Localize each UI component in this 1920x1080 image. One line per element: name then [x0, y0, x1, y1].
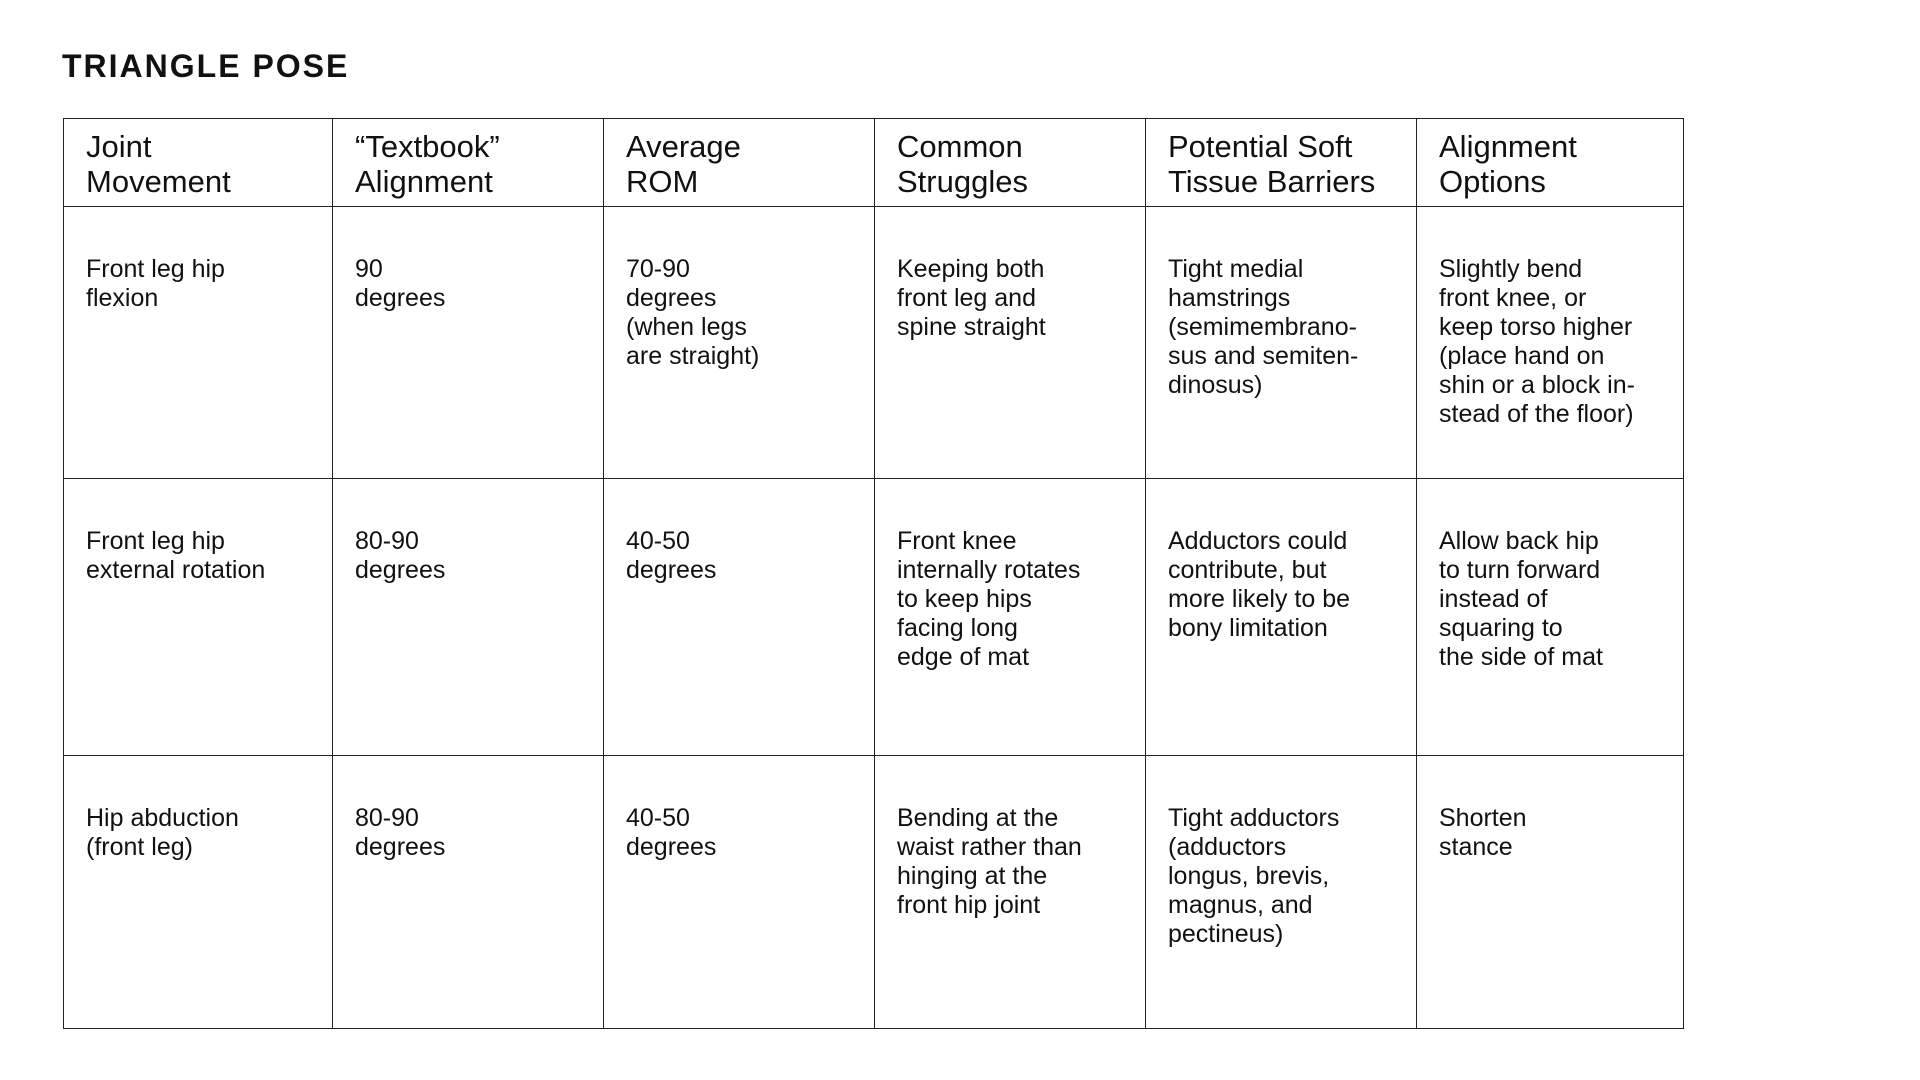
cell-text: Keeping both front leg and spine straight	[897, 255, 1046, 341]
table-cell	[333, 756, 604, 1029]
table-cell	[64, 479, 333, 756]
cell-text: 80-90 degrees	[355, 804, 446, 861]
cell-text: Hip abduction (front leg)	[86, 804, 239, 861]
table-cell	[64, 207, 333, 479]
header-common-struggles	[875, 119, 1146, 207]
header-soft-tissue-barriers	[1146, 119, 1417, 207]
table-cell	[1146, 756, 1417, 1029]
header-label: Common Struggles	[897, 129, 1028, 199]
cell-text: 40-50 degrees	[626, 804, 717, 861]
page-title: TRIANGLE POSE	[62, 48, 350, 84]
table-cell	[1417, 207, 1684, 479]
header-average-rom	[604, 119, 875, 207]
table-cell	[1146, 479, 1417, 756]
table-cell	[875, 756, 1146, 1029]
table-cell	[1417, 479, 1684, 756]
table-cell	[1146, 207, 1417, 479]
triangle-pose-table	[63, 118, 1684, 1029]
cell-text: Front knee internally rotates to keep hips facing long edge of mat	[897, 527, 1081, 671]
header-label: “Textbook” Alignment	[355, 129, 500, 199]
table-row	[64, 207, 1684, 479]
cell-text: Tight medial hamstrings (semimembrano- sus and semiten- dinosus)	[1168, 255, 1359, 399]
cell-text: 70-90 degrees (when legs are straight)	[626, 255, 760, 370]
cell-text: Adductors could contribute, but more likely to be bony limitation	[1168, 527, 1351, 642]
cell-text: Slightly bend front knee, or keep torso higher (place hand on shin or a block in- stead of the floor)	[1439, 255, 1635, 428]
table-row	[64, 756, 1684, 1029]
header-label: Average ROM	[626, 129, 741, 199]
cell-text: Shorten stance	[1439, 804, 1527, 861]
table-cell	[875, 479, 1146, 756]
header-alignment-options	[1417, 119, 1684, 207]
table-cell	[604, 479, 875, 756]
header-joint-movement	[64, 119, 333, 207]
cell-text: Allow back hip to turn forward instead of squaring to the side of mat	[1439, 527, 1603, 671]
table-header-row	[64, 119, 1684, 207]
table-cell	[875, 207, 1146, 479]
cell-text: 80-90 degrees	[355, 527, 446, 584]
cell-text: 40-50 degrees	[626, 527, 717, 584]
table-cell	[333, 479, 604, 756]
header-label: Potential Soft Tissue Barriers	[1168, 129, 1376, 199]
table-cell	[333, 207, 604, 479]
cell-text: Front leg hip flexion	[86, 255, 225, 312]
cell-text: 90 degrees	[355, 255, 446, 312]
header-label: Alignment Options	[1439, 129, 1577, 199]
cell-text: Bending at the waist rather than hinging at the front hip joint	[897, 804, 1082, 919]
header-textbook-alignment	[333, 119, 604, 207]
cell-text: Tight adductors (adductors longus, brevis, magnus, and pectineus)	[1168, 804, 1340, 948]
table-cell	[604, 207, 875, 479]
header-label: Joint Movement	[86, 129, 231, 199]
cell-text: Front leg hip external rotation	[86, 527, 266, 584]
table-cell	[1417, 756, 1684, 1029]
table-row	[64, 479, 1684, 756]
table-cell	[64, 756, 333, 1029]
table-cell	[604, 756, 875, 1029]
